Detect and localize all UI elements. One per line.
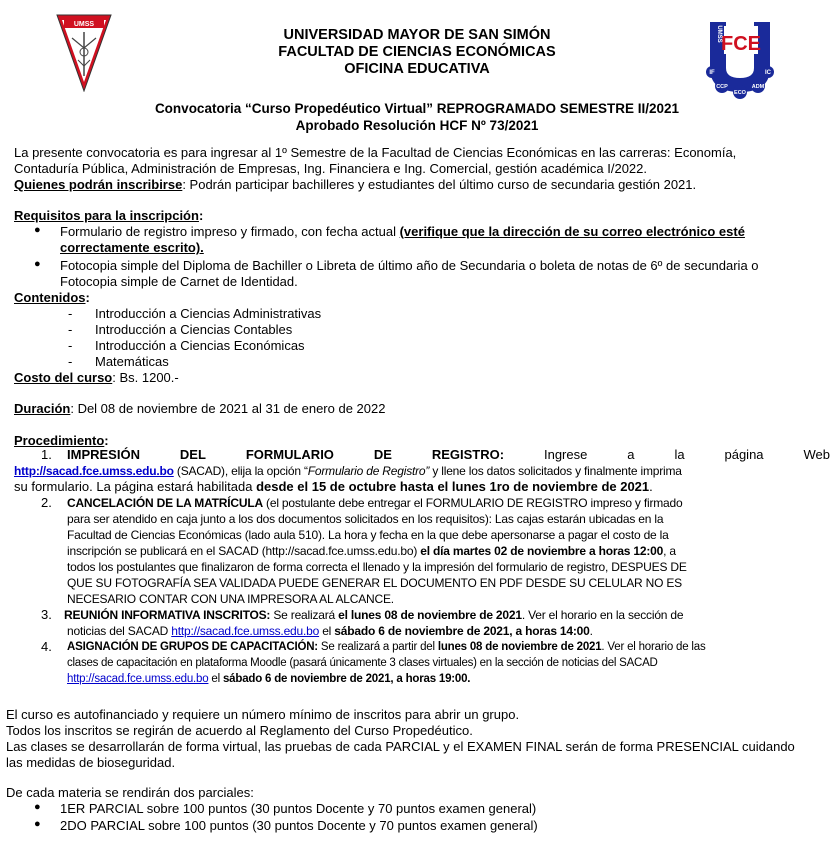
contenidos-title: Contenidos [14,290,86,305]
step-2-text: , a [663,544,676,558]
fce-tag-adm: ADM [751,84,765,90]
note-line-2: Todos los inscritos se regirán de acuerdo al Reglamento del Curso Propedéutico. [6,723,473,738]
duracion-value: : Del 08 de noviembre de 2021 al 31 de enero de 2022 [70,401,386,416]
step-1-number: 1. [41,447,52,462]
step-2-number: 2. [41,495,52,510]
duracion-line [14,401,385,417]
step-1-word: a [627,447,635,462]
step-1-word: Ingrese [543,447,588,462]
parciales-intro: De cada materia se rendirán dos parciales: [6,785,254,800]
step-1-option-name: Formulario de Registro” [307,464,430,478]
step-4-text: . Ver el horario de las [601,641,706,653]
step-4-line-3 [67,671,470,687]
intro-line-1: La presente convocatoria es para ingresar al 1º Semestre de la Facultad de Ciencias Económicas en las carreras: Economía, [14,145,737,160]
step-2-date: el día martes 02 de noviembre a horas 12:00 [420,544,664,558]
note-line-1: El curso es autofinanciado y requiere un número mínimo de inscritos para abrir un grupo. [6,707,520,722]
fce-tag-ccp: CCP [716,84,728,90]
step-1-word: IMPRESIÓN [67,447,140,462]
step-3-number: 3. [41,607,52,622]
step-3-text: noticias del SACAD [67,624,172,638]
note-line-3: Las clases se desarrollarán de forma virtual, las pruebas de cada PARCIAL y el EXAMEN FINAL serán de forma PRESENCIAL cuidando [6,739,795,754]
requisitos-heading: Requisitos para la inscripción: [14,208,204,223]
step-2-line-6: QUE SU FOTOGRAFÍA SEA VALIDADA PUEDE GENERAR EL DOCUMENTO EN PDF DESDE SU CELULAR NO ES [67,576,682,590]
parcial-item: 2DO PARCIAL sobre 100 puntos (30 puntos Docente y 70 puntos examen general) [60,818,538,833]
costo-label: Costo del curso [14,370,113,385]
sacad-link[interactable]: http://sacad.fce.umss.edu.bo [14,464,174,478]
bullet-icon: ● [34,224,41,236]
bullet-icon: ● [34,818,41,830]
intro-line-2: Contaduría Pública, Administración de Empresas, Ing. Financiera e Ing. Comercial, gestión académica I/2022. [14,161,648,176]
dash-marker: - [68,354,73,369]
fce-logo-side: UMSS [716,25,722,43]
step-1-text: su formulario. La página estará habilitada [14,479,257,494]
step-2-line-4 [67,543,676,559]
step-1-text: (SACAD), elija la opción “ [173,464,308,478]
step-2-line-5: todos los postulantes que finalizaron de forma correcta el llenado y la impresión del formulario de registro, DESPUES DE [67,560,687,574]
step-1-word: DE [373,447,392,462]
step-1-word: FORMULARIO [245,447,334,462]
bullet-icon: ● [34,801,41,813]
step-4-number: 4. [41,639,52,654]
costo-line [14,370,179,386]
costo-value: : Bs. 1200.- [112,370,179,385]
step-3-title: REUNIÓN INFORMATIVA INSCRITOS: [64,608,271,622]
requisito-1-emphasis: (verifique que la dirección de su correo electrónico esté [399,224,745,239]
step-1-text: y llene los datos solicitados y finalmente imprima [429,464,682,478]
contenido-item: Introducción a Ciencias Económicas [95,338,305,353]
step-2-line-7: NECESARIO CONTAR CON UNA IMPRESORA AL ALCANCE. [67,592,394,606]
step-3-line-1 [64,607,683,623]
dash-marker: - [68,322,73,337]
step-1-word: página [724,447,764,462]
dash-marker: - [68,338,73,353]
umss-logo-text: UMSS [73,21,95,28]
parcial-item: 1ER PARCIAL sobre 100 puntos (30 puntos Docente y 70 puntos examen general) [60,801,537,816]
step-2-line-1 [67,495,682,511]
step-4-text: el [208,673,223,685]
step-4-title: ASIGNACIÓN DE GRUPOS DE CAPACITACIÓN: [67,641,318,653]
office-name: OFICINA EDUCATIVA [344,61,490,77]
fce-tag-if: IF [709,70,715,76]
step-1-dates: desde el 15 de octubre hasta el lunes 1ro de noviembre de 2021 [256,479,650,494]
note-line-4: las medidas de bioseguridad. [6,755,176,770]
bullet-icon: ● [34,258,41,270]
step-3-text: . [589,624,593,638]
step-4-text: Se realizará a partir del [317,641,438,653]
requisito-1-line-1 [60,224,745,240]
step-3-text: el [319,624,335,638]
step-1-word: DEL [179,447,206,462]
step-4-line-2: clases de capacitación en plataforma Moodle (pasará únicamente 3 clases virtuales) en la sección de noticias del SACAD [67,657,658,669]
step-1-word: Web [803,447,830,462]
step-1-line-1 [67,447,830,463]
step-3-date: el lunes 08 de noviembre de 2021 [338,608,522,622]
step-1-text: . [649,479,653,494]
fce-tag-ic: IC [765,70,771,76]
duracion-label: Duración [14,401,71,416]
procedimiento-title: Procedimiento [14,433,105,448]
requisito-1-line-2 [60,240,204,256]
requisito-2-line-1: Fotocopia simple del Diploma de Bachiller o Libreta de último año de Secundaria o boleta de notas de 6º de secundaria o [60,258,759,273]
who-label: Quienes podrán inscribirse [14,177,183,192]
step-1-word: la [674,447,685,462]
resolution-line: Aprobado Resolución HCF Nº 73/2021 [295,118,539,133]
convocatoria-title-block [0,100,834,134]
step-3-text: Se realizará [270,608,339,622]
document-header [0,27,834,78]
fce-tag-eco: ECO [734,90,746,96]
step-4-line-1 [67,639,706,655]
requisitos-title: Requisitos para la inscripción [14,208,199,223]
university-name: UNIVERSIDAD MAYOR DE SAN SIMÓN [283,27,551,43]
step-4-date: lunes 08 de noviembre de 2021 [437,641,602,653]
step-4-datetime: sábado 6 de noviembre de 2021, a horas 19:00. [222,673,471,685]
contenidos-heading: Contenidos: [14,290,90,305]
step-2-text: (el postulante debe entregar el FORMULARIO DE REGISTRO impreso y firmado [262,496,683,510]
contenido-item: Introducción a Ciencias Administrativas [95,306,322,321]
who-can-enroll [14,177,696,193]
contenido-item: Introducción a Ciencias Contables [95,322,293,337]
step-1-line-3 [14,479,653,495]
sacad-link[interactable]: http://sacad.fce.umss.edu.bo [67,673,209,685]
requisito-1-emphasis-end: correctamente escrito). [60,240,204,255]
fce-logo-main: FCE [721,33,761,55]
step-3-text: . Ver el horario en la sección de [521,608,684,622]
faculty-name: FACULTAD DE CIENCIAS ECONÓMICAS [278,44,556,60]
dash-marker: - [68,306,73,321]
step-3-datetime: sábado 6 de noviembre de 2021, a horas 14:00 [334,624,590,638]
step-1-line-2 [14,463,682,479]
step-2-text: inscripción se publicará en el SACAD (http://sacad.fce.umss.edu.bo) [67,544,421,558]
who-text: : Podrán participar bachilleres y estudiantes del último curso de secundaria gestión 2021. [182,177,697,192]
step-2-line-2: para ser atendido en caja junto a los dos documentos solicitados en los requisitos): Las cajas estarán ubicadas en la [67,512,664,526]
requisito-2-line-2: Fotocopia simple de Carnet de Identidad. [60,274,298,289]
convocatoria-title: Convocatoria “Curso Propedéutico Virtual” REPROGRAMADO SEMESTRE II/2021 [154,101,680,116]
sacad-link[interactable]: http://sacad.fce.umss.edu.bo [171,624,320,638]
step-1-word: REGISTRO: [431,447,505,462]
step-2-line-3: Facultad de Ciencias Económicas (lado aula 510). La hora y fecha en la que debe apersonarse a pagar el costo de la [67,528,669,542]
procedimiento-colon: : [104,433,109,448]
step-2-title: CANCELACIÓN DE LA MATRÍCULA [67,496,263,510]
step-3-line-2 [67,623,593,639]
contenido-item: Matemáticas [95,354,169,369]
requisito-1-text: Formulario de registro impreso y firmado, con fecha actual [60,224,400,239]
